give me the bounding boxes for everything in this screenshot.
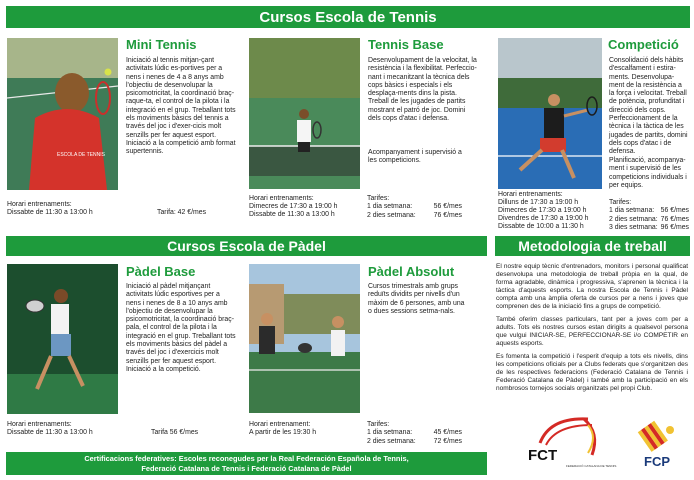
fee-label: 2 dies setmana: bbox=[367, 437, 416, 445]
fct-logo bbox=[522, 413, 622, 471]
fee-value: 56 €/mes bbox=[660, 207, 689, 215]
mini-tennis-title: Mini Tennis bbox=[126, 37, 197, 52]
fee-label: 1 dia setmana: bbox=[609, 207, 655, 215]
padel-absolut-description: Cursos trimestrals amb grups reduïts dividits per nivells d'un màxim de 6 persones, amb una o dues sessions setma-nals. bbox=[368, 283, 465, 315]
fct-logo-subtitle: FEDERACIÓ CATALANA DE TENNIS bbox=[566, 464, 617, 468]
padel-absolut-fees bbox=[367, 421, 462, 446]
mini-tennis-photo bbox=[7, 38, 118, 190]
padel-base-schedule-label: Horari entrenaments: bbox=[7, 421, 72, 428]
footer-line-1: Certificacions federatives: Escoles reconegudes per la Real Federación Española de Tennis, bbox=[84, 454, 409, 463]
methodology-paragraph-3: Es fomenta la competició i l'esperit d'equip a tots els nivells, dins les competicions oficials per a Clubs federats que s'organitzen des de les respectives federacions (Federació Catalana de Tennis i Federació Catalana de Pàdel) i també amb la participació en els nombrosos tornejos socials organitzats pel propi Club. bbox=[496, 353, 688, 392]
padel-base-fee: Tarifa 56 €/mes bbox=[151, 429, 199, 436]
tennis-base-title: Tennis Base bbox=[368, 37, 444, 52]
fee-value: 76 €/mes bbox=[660, 215, 689, 223]
competicio-description-2: Planificació, acompanya-ment i supervisió de les competicions individuals i per equips. bbox=[609, 157, 687, 189]
federation-certifications-banner bbox=[6, 452, 487, 475]
fee-label: 2 dies setmana: bbox=[367, 211, 416, 219]
tennis-base-description: Desenvolupament de la velocitat, la resistència i la flexibilitat. Perfeccio-nant i mecanitzant la tècnica dels cops bàsics i especials i els desplaça-ments dins la pista. Treball de les jugades de partits mostrant el patró de joc. Domini dels cops d'atac i defensa. bbox=[368, 57, 477, 123]
fee-row bbox=[367, 203, 462, 211]
competicio-schedule-label: Horari entrenaments: bbox=[498, 191, 563, 198]
fees-label: Tarifes: bbox=[367, 195, 390, 202]
fee-label: 3 dies setmana: bbox=[609, 224, 658, 232]
fee-value: 76 €/mes bbox=[433, 211, 462, 219]
fee-label: 1 dia setmana: bbox=[367, 429, 413, 437]
footer-line-2: Federació Catalana de Tennis i Federació Catalana de Pàdel bbox=[141, 463, 352, 473]
mini-tennis-description: Iniciació al tennis mitjan-çant activitats lúdic es-portives per a nens i nenes de 4 a 8 anys amb l'objectiu de desenvolupar la psicomotricitat, la coordinació braç-raque-ta, el control de la pilota i la integració en el grup. Treballant tots els moviments bàsics del tennis a través del joc i d'exer-cicis molt senzills per fer aquest esport. Iniciació a la competició amb format supertennis. bbox=[126, 57, 236, 156]
fee-row bbox=[609, 216, 689, 224]
padel-absolut-title: Pàdel Absolut bbox=[368, 264, 455, 279]
padel-absolut-schedule-label: Horari entrenament: bbox=[249, 421, 311, 428]
competicio-schedule-line-3: Divendres de 17:30 a 19:00 h bbox=[498, 215, 589, 222]
competicio-description: Consolidació dels hàbits d'escalfament i estira-ments. Desenvolupa-ment de la resistència a la força i velocitat. Treball de potència, profunditat i direcció dels cops. Perfeccionament de la tècnica i la tàctica de les jugades de partits, domini dels cops d'atac i de defensa. bbox=[609, 57, 688, 156]
padel-base-photo bbox=[7, 264, 118, 414]
tennis-base-schedule-label: Horari entrenaments: bbox=[249, 195, 314, 202]
fee-label: 1 dia setmana: bbox=[367, 203, 413, 211]
tennis-base-schedule-line-1: Dimecres de 17:30 a 19:00 h bbox=[249, 203, 338, 210]
fee-row bbox=[367, 438, 462, 446]
padel-absolut-photo bbox=[249, 264, 360, 413]
padel-absolut-schedule: A partir de les 19:30 h bbox=[249, 429, 317, 436]
methodology-paragraph-1: El nostre equip tècnic d'entrenadors, monitors i personal qualificat desenvolupa una metodologia de treball pròpia en la qual, de forma agradable, dinàmica i progressiva, s'aprenen la tècnica i la tàctica d'aquests esports. La nostra Escola de Tennis i Pàdel compta amb una àmplia oferta de cursos per a nens i joves que comprenen des de la iniciació fins a grups de competició. bbox=[496, 263, 688, 310]
fee-row bbox=[609, 224, 689, 232]
fee-row bbox=[609, 207, 689, 215]
fee-value: 45 €/mes bbox=[433, 429, 462, 437]
fct-logo-letters: FCT bbox=[528, 447, 558, 464]
padel-section-heading: Cursos Escola de Pàdel bbox=[6, 236, 487, 256]
fee-value: 56 €/mes bbox=[433, 203, 462, 211]
padel-base-title: Pàdel Base bbox=[126, 264, 196, 279]
fees-label: Tarifes: bbox=[609, 199, 632, 206]
fee-value: 72 €/mes bbox=[433, 437, 462, 445]
fcp-logo bbox=[630, 420, 690, 472]
mini-tennis-fee: Tarifa: 42 €/mes bbox=[157, 209, 207, 216]
competicio-schedule-line-1: Dilluns de 17:30 a 19:00 h bbox=[498, 199, 579, 206]
tennis-base-description-2: Acompanyament i supervisió a les competicions. bbox=[368, 149, 462, 165]
fee-label: 2 dies setmana: bbox=[609, 215, 658, 223]
shirt-print: ESCOLA DE TENNIS bbox=[57, 152, 105, 158]
mini-tennis-schedule: Dissabte de 11:30 a 13:00 h bbox=[7, 209, 93, 216]
tennis-section-heading: Cursos Escola de Tennis bbox=[6, 6, 690, 28]
fee-value: 96 €/mes bbox=[660, 224, 689, 232]
competicio-photo bbox=[498, 38, 602, 189]
mini-tennis-schedule-label: Horari entrenaments: bbox=[7, 201, 72, 208]
competicio-schedule-line-2: Dimecres de 17:30 a 19:00 h bbox=[498, 207, 587, 214]
padel-base-schedule: Dissabte de 11:30 a 13:00 h bbox=[7, 429, 93, 436]
methodology-heading: Metodologia de treball bbox=[495, 236, 690, 256]
competicio-fees bbox=[609, 199, 689, 233]
methodology-paragraph-2: També oferim classes particulars, tant per a joves com per a adults. Tots els nostres cursos estan dirigits a qualsevol persona que vulgui INICIAR-SE, PERFECCIONAR-SE i/o COMPETIR en aquests esports. bbox=[496, 316, 688, 347]
tennis-base-fees bbox=[367, 195, 462, 220]
fcp-logo-letters: FCP bbox=[644, 454, 670, 469]
tennis-base-photo bbox=[249, 38, 360, 189]
padel-base-description: Iniciació al pàdel mitjançant activitats lúdic esportives per a nens i nenes de 8 a 10 anys amb l'objectiu de desenvolupar la psicomotricitat, la coordinació braç-pala, el control de la pilota i la integració en el grup. Treballant tots els moviments bàsics del pàdel a través del joc i d'exercicis molt senzills per fer aquest esport. Iniciació a la competició. bbox=[126, 283, 236, 373]
fee-row bbox=[367, 212, 462, 220]
competicio-schedule-line-4: Dissabte de 10:00 a 11:30 h bbox=[498, 223, 584, 230]
tennis-base-schedule-line-2: Dissabte de 11:30 a 13:00 h bbox=[249, 211, 335, 218]
competicio-title: Competició bbox=[608, 37, 679, 52]
fees-label: Tarifes: bbox=[367, 421, 390, 428]
methodology-text bbox=[496, 263, 688, 398]
fee-row bbox=[367, 429, 462, 437]
